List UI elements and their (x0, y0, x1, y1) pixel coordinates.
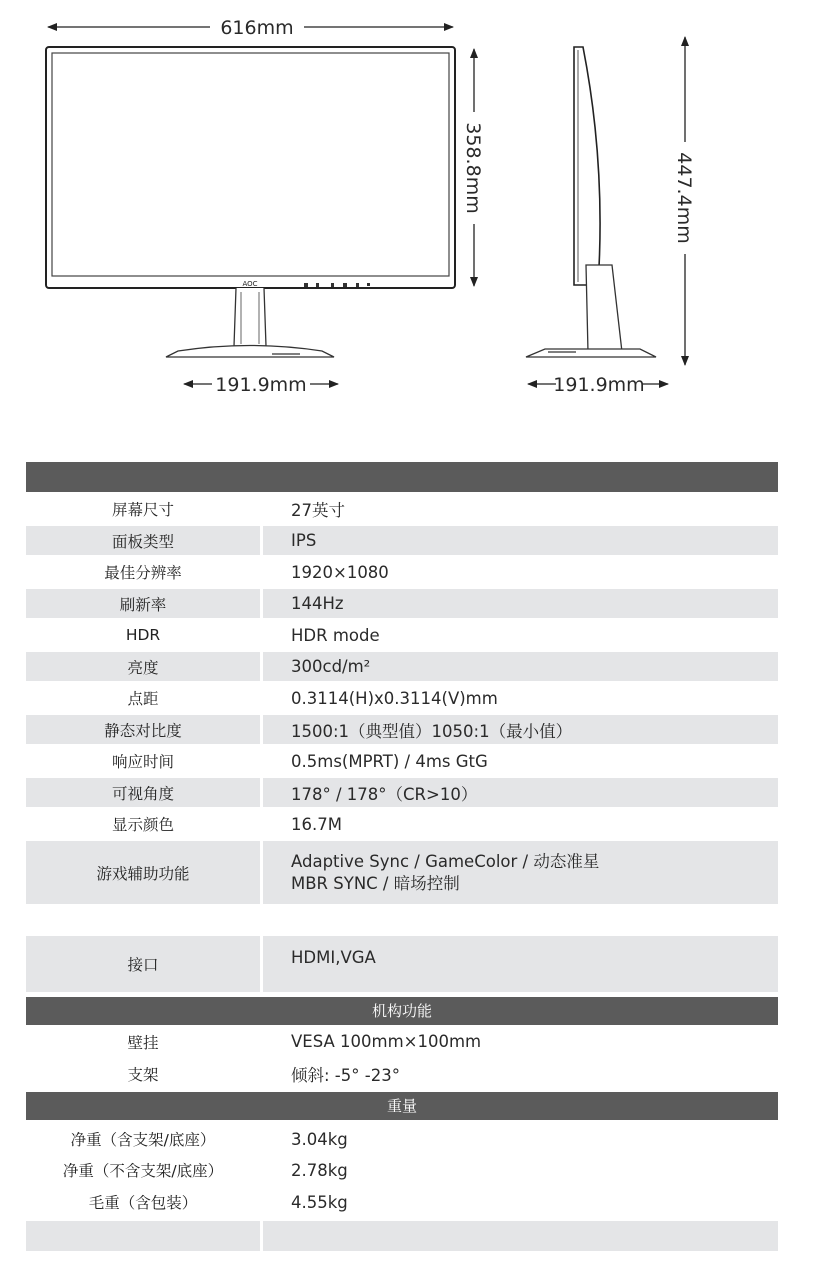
section-bar-weight: 重量 (26, 1092, 778, 1120)
side-base-label: 191.9mm (553, 374, 645, 396)
side-view-monitor (526, 47, 656, 357)
spec-row-net-weight-with-stand (26, 1124, 778, 1154)
monitor-dimension-diagram (0, 0, 816, 420)
spec-row-brightness (26, 652, 778, 681)
spec-row-display-colors (26, 809, 778, 839)
spec-value: IPS (263, 526, 778, 555)
spec-row-gaming-features (26, 841, 778, 904)
front-width-label: 616mm (220, 17, 294, 39)
svg-text:AOC: AOC (242, 280, 258, 288)
spec-label: 毛重（含包装） (88, 1194, 198, 1212)
spec-row-wall-mount (26, 1026, 778, 1057)
spec-row-net-weight-without-stand (26, 1155, 778, 1185)
spec-row-resolution (26, 557, 778, 587)
spec-row-refresh-rate (26, 589, 778, 618)
spec-value-line: MBR SYNC / 暗场控制 (291, 873, 460, 893)
spec-value-empty (263, 1221, 778, 1251)
spec-label: 刷新率 (26, 589, 260, 618)
spec-label-empty (26, 1221, 260, 1251)
spec-value: 1920×1080 (291, 562, 389, 582)
spec-value: 倾斜: -5° -23° (291, 1065, 400, 1085)
spec-value: 27英寸 (291, 501, 345, 520)
front-height-label: 358.8mm (462, 122, 484, 214)
spec-row-viewing-angle (26, 778, 778, 807)
spec-label: 可视角度 (26, 778, 260, 807)
spec-value: VESA 100mm×100mm (291, 1032, 482, 1051)
spec-label: 净重（不含支架/底座） (62, 1162, 224, 1180)
spec-row-panel-type (26, 526, 778, 555)
spec-value: 0.5ms(MPRT) / 4ms GtG (291, 751, 488, 771)
spec-label: 显示颜色 (111, 816, 174, 834)
spec-value: 178° / 178°（CR>10） (263, 778, 778, 807)
spec-value (263, 841, 778, 904)
spec-label: 亮度 (26, 652, 260, 681)
spec-label: 最佳分辨率 (104, 564, 182, 582)
spec-label: 接口 (26, 936, 260, 992)
spec-row-gross-weight (26, 1187, 778, 1217)
spec-row-pixel-pitch (26, 683, 778, 713)
spec-label: 点距 (127, 690, 159, 708)
spec-value: 2.78kg (291, 1160, 348, 1180)
spec-value: 0.3114(H)x0.3114(V)mm (291, 688, 498, 708)
spec-value: HDR mode (291, 625, 380, 645)
spec-label: 静态对比度 (26, 715, 260, 744)
spec-row-hdr (26, 620, 778, 650)
spec-table-header-bar (26, 462, 778, 492)
section-bar-mechanism: 机构功能 (26, 997, 778, 1025)
spec-label: 游戏辅助功能 (26, 841, 260, 904)
spec-row-contrast (26, 715, 778, 744)
spec-value: HDMI,VGA (263, 936, 778, 992)
spec-value: 4.55kg (291, 1192, 348, 1212)
spec-value: 16.7M (291, 814, 342, 834)
front-base-label: 191.9mm (215, 374, 307, 396)
spec-label: 面板类型 (26, 526, 260, 555)
spec-label: 壁挂 (127, 1033, 159, 1052)
spec-value: 144Hz (263, 589, 778, 618)
side-height-label: 447.4mm (673, 152, 695, 244)
spec-value-line: Adaptive Sync / GameColor / 动态准星 (291, 851, 600, 871)
spec-value: 3.04kg (291, 1129, 348, 1149)
spec-label: 净重（含支架/底座） (70, 1131, 216, 1149)
spec-row-response-time (26, 746, 778, 776)
spec-row-screen-size (26, 494, 778, 524)
spec-value: 1500:1（典型值）1050:1（最小值） (263, 715, 778, 744)
spec-value: 300cd/m² (263, 652, 778, 681)
spec-label: 屏幕尺寸 (111, 501, 174, 519)
spec-row-empty (26, 1221, 778, 1251)
spec-label: 支架 (127, 1065, 159, 1084)
spec-label: HDR (125, 626, 161, 644)
spec-row-stand (26, 1058, 778, 1089)
front-view-monitor (46, 47, 455, 357)
spec-row-interfaces (26, 936, 778, 992)
spec-label: 响应时间 (111, 753, 174, 771)
